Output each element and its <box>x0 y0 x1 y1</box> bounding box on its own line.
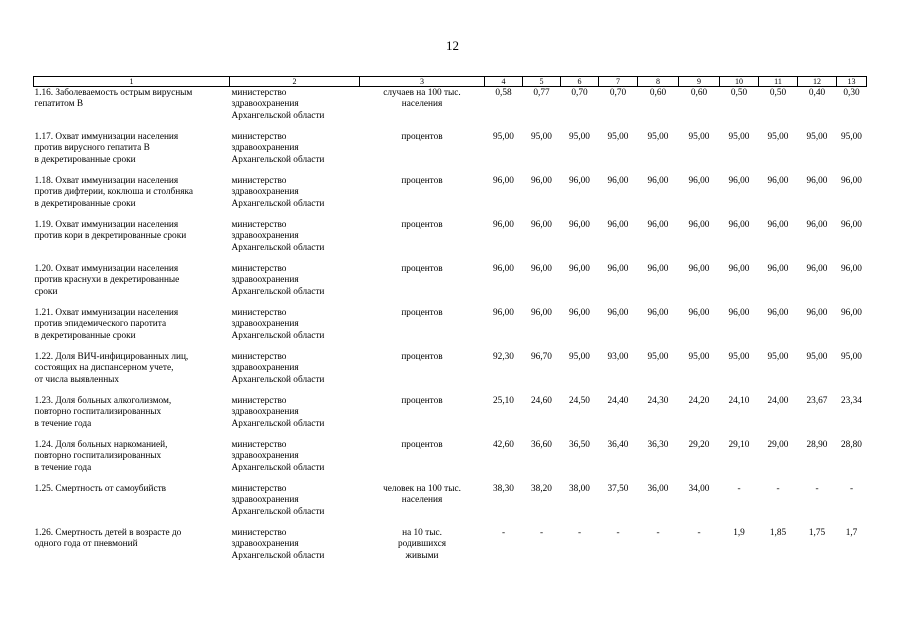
value-cell: - <box>697 528 701 538</box>
value-cell: 0,50 <box>769 88 787 98</box>
table-row <box>34 351 867 395</box>
department-cell-line: здравоохранения <box>231 99 299 110</box>
indicator-cell-line: в течение года <box>34 418 92 429</box>
department-cell-line: Архангельской области <box>231 198 325 209</box>
department-cell-line: здравоохранения <box>231 231 299 242</box>
column-number: 3 <box>360 77 485 87</box>
value-cell: 96,00 <box>841 220 862 230</box>
value-cell: 95,00 <box>607 132 629 142</box>
value-cell: 95,00 <box>806 352 828 362</box>
value-cell: - <box>539 528 544 538</box>
value-cell: 95,00 <box>647 132 669 142</box>
indicator-cell-line: в течение года <box>34 462 92 473</box>
value-cell: 96,00 <box>688 220 710 230</box>
indicator-cell <box>34 131 230 175</box>
indicator-cell-line: против краснухи в декретированные <box>34 275 180 286</box>
indicator-cell-line: в декретированные сроки <box>34 198 136 209</box>
value-cell: 95,00 <box>806 132 828 142</box>
department-cell-line: здравоохранения <box>231 495 299 506</box>
value-cell: 38,20 <box>531 484 552 494</box>
value-cell: 24,20 <box>688 396 710 406</box>
indicator-cell-line: 1.18. Охват иммунизации населения <box>34 176 179 186</box>
unit-cell <box>360 307 485 351</box>
table-row <box>34 307 867 351</box>
page-number: 12 <box>446 38 459 53</box>
value-cell: 0,50 <box>730 88 748 98</box>
indicator-cell-line: сроки <box>34 286 58 297</box>
value-cell: 96,00 <box>647 308 669 318</box>
table-row <box>34 263 867 307</box>
table-row <box>34 219 867 263</box>
value-cell: 95,00 <box>647 352 669 362</box>
department-cell <box>230 263 360 307</box>
department-cell-line: Архангельской области <box>231 418 325 429</box>
department-cell-line: здравоохранения <box>231 187 299 198</box>
value-cell: - <box>501 528 506 538</box>
value-cell: 96,00 <box>767 176 789 186</box>
column-number: 11 <box>759 77 798 87</box>
indicator-cell-line: гепатитом В <box>34 99 84 110</box>
value-cell: 96,00 <box>728 176 750 186</box>
value-cell: 0,60 <box>649 88 667 98</box>
indicator-cell-line: повторно госпитализированных <box>34 407 162 418</box>
indicator-cell-line: против кори в декретированные сроки <box>34 231 187 242</box>
unit-cell-line: процентов <box>401 440 443 450</box>
value-cell: - <box>577 528 582 538</box>
value-cell: 96,00 <box>531 220 552 230</box>
indicator-cell-line: от числа выявленных <box>34 374 120 385</box>
indicator-cell <box>34 439 230 483</box>
value-cell: 36,50 <box>569 440 590 450</box>
department-cell <box>230 351 360 395</box>
indicator-cell-line: состоящих на диспансерном учете, <box>34 363 174 374</box>
value-cell: 95,00 <box>493 132 514 142</box>
unit-cell-line: процентов <box>401 220 443 230</box>
indicator-cell-line: против вирусного гепатита В <box>34 143 150 154</box>
department-cell <box>230 527 360 571</box>
department-cell-line: Архангельской области <box>231 506 325 517</box>
indicator-cell <box>34 307 230 351</box>
department-cell <box>230 219 360 263</box>
table-row <box>34 527 867 571</box>
value-cell: 24,50 <box>569 396 590 406</box>
value-cell: 96,00 <box>607 220 629 230</box>
department-cell-line: министерство <box>231 88 287 98</box>
value-cell: 95,00 <box>728 352 750 362</box>
indicator-cell <box>34 351 230 395</box>
department-cell-line: Архангельской области <box>231 374 325 385</box>
table-row <box>34 439 867 483</box>
value-cell: 24,30 <box>647 396 669 406</box>
value-cell: 38,00 <box>569 484 590 494</box>
unit-cell <box>360 219 485 263</box>
value-cell: 38,30 <box>493 484 514 494</box>
column-number: 7 <box>599 77 638 87</box>
value-cell: 36,60 <box>531 440 552 450</box>
unit-cell-line: процентов <box>401 176 443 186</box>
column-number: 13 <box>837 77 867 87</box>
department-cell-line: министерство <box>231 308 287 318</box>
value-cell: - <box>737 484 741 494</box>
indicator-cell <box>34 219 230 263</box>
table-row <box>34 395 867 439</box>
department-cell-line: министерство <box>231 528 287 538</box>
department-cell-line: Архангельской области <box>231 154 325 165</box>
value-cell: 0,40 <box>808 88 826 98</box>
table-row <box>34 483 867 527</box>
value-cell: 96,00 <box>569 308 590 318</box>
unit-cell <box>360 351 485 395</box>
value-cell: 25,10 <box>493 396 514 406</box>
unit-cell <box>360 483 485 527</box>
department-cell <box>230 483 360 527</box>
indicator-cell <box>34 527 230 571</box>
column-number: 10 <box>720 77 759 87</box>
value-cell: 96,00 <box>493 264 514 274</box>
value-cell: 95,00 <box>841 352 862 362</box>
value-cell: 36,40 <box>607 440 629 450</box>
department-cell-line: здравоохранения <box>231 407 299 418</box>
indicator-cell <box>34 87 230 132</box>
department-cell <box>230 175 360 219</box>
department-cell-line: Архангельской области <box>231 110 325 121</box>
value-cell: 0,60 <box>690 88 708 98</box>
value-cell: 96,00 <box>493 220 514 230</box>
value-cell: 96,00 <box>607 308 629 318</box>
value-cell: - <box>776 484 780 494</box>
value-cell: 34,00 <box>688 484 710 494</box>
department-cell-line: министерство <box>231 220 287 230</box>
table-row <box>34 87 867 132</box>
value-cell: 0,58 <box>495 88 512 98</box>
value-cell: - <box>616 528 620 538</box>
value-cell: 96,00 <box>569 264 590 274</box>
unit-cell-line: процентов <box>401 264 443 274</box>
department-cell-line: здравоохранения <box>231 363 299 374</box>
value-cell: 96,00 <box>607 176 629 186</box>
column-number: 6 <box>561 77 599 87</box>
value-cell: 96,00 <box>806 308 828 318</box>
indicator-cell-line: 1.16. Заболеваемость острым вирусным <box>34 88 193 98</box>
department-cell <box>230 439 360 483</box>
unit-cell-line: процентов <box>401 308 443 318</box>
value-cell: 96,00 <box>531 308 552 318</box>
value-cell: 96,00 <box>569 220 590 230</box>
department-cell-line: здравоохранения <box>231 539 299 550</box>
department-cell <box>230 395 360 439</box>
value-cell: 96,00 <box>728 308 750 318</box>
value-cell: 28,90 <box>806 440 828 450</box>
department-cell-line: министерство <box>231 484 287 494</box>
value-cell: 93,00 <box>607 352 629 362</box>
unit-cell <box>360 175 485 219</box>
value-cell: 96,00 <box>841 264 862 274</box>
unit-cell <box>360 87 485 132</box>
unit-cell-line: населения <box>401 99 443 110</box>
unit-cell <box>360 439 485 483</box>
department-cell-line: Архангельской области <box>231 330 325 341</box>
indicator-cell-line: 1.19. Охват иммунизации населения <box>34 220 179 230</box>
indicators-table <box>33 76 867 571</box>
value-cell: 1,7 <box>845 528 858 538</box>
value-cell: 96,00 <box>607 264 629 274</box>
indicator-cell <box>34 175 230 219</box>
value-cell: 0,70 <box>609 88 627 98</box>
column-number: 2 <box>230 77 360 87</box>
value-cell: 23,34 <box>841 396 862 406</box>
value-cell: 96,00 <box>647 220 669 230</box>
unit-cell-line: случаев на 100 тыс. <box>383 88 461 98</box>
value-cell: 0,70 <box>571 88 588 98</box>
value-cell: 95,00 <box>569 352 590 362</box>
value-cell: 95,00 <box>569 132 590 142</box>
value-cell: 96,00 <box>688 176 710 186</box>
column-number: 12 <box>798 77 837 87</box>
value-cell: 96,00 <box>688 264 710 274</box>
value-cell: 95,00 <box>841 132 862 142</box>
department-cell-line: здравоохранения <box>231 319 299 330</box>
value-cell: 23,67 <box>806 396 828 406</box>
value-cell: 96,00 <box>688 308 710 318</box>
value-cell: 1,9 <box>733 528 745 538</box>
column-number-row <box>34 77 867 87</box>
value-cell: 96,00 <box>647 176 669 186</box>
unit-cell <box>360 131 485 175</box>
value-cell: 95,00 <box>767 132 789 142</box>
department-cell-line: министерство <box>231 396 287 406</box>
unit-cell-line: процентов <box>401 396 443 406</box>
value-cell: 96,00 <box>493 308 514 318</box>
value-cell: 95,00 <box>767 352 789 362</box>
department-cell <box>230 87 360 132</box>
indicator-cell <box>34 395 230 439</box>
value-cell: 95,00 <box>728 132 750 142</box>
value-cell: 96,00 <box>728 264 750 274</box>
unit-cell-line: населения <box>401 495 443 506</box>
indicator-cell-line: 1.26. Смертность детей в возрасте до <box>34 528 182 538</box>
column-number: 8 <box>638 77 679 87</box>
unit-cell-line: процентов <box>401 132 443 142</box>
department-cell-line: Архангельской области <box>231 286 325 297</box>
indicator-cell-line: 1.17. Охват иммунизации населения <box>34 132 179 142</box>
unit-cell-line: на 10 тыс. <box>402 528 442 538</box>
value-cell: 96,00 <box>806 220 828 230</box>
department-cell-line: Архангельской области <box>231 550 325 561</box>
unit-cell <box>360 395 485 439</box>
value-cell: 0,30 <box>843 88 860 98</box>
indicator-cell <box>34 483 230 527</box>
column-number: 5 <box>523 77 561 87</box>
value-cell: 96,00 <box>806 264 828 274</box>
department-cell-line: министерство <box>231 440 287 450</box>
indicator-cell-line: 1.24. Доля больных наркоманией, <box>34 440 168 450</box>
department-cell <box>230 131 360 175</box>
value-cell: 96,00 <box>531 176 552 186</box>
indicator-cell-line: повторно госпитализированных <box>34 451 162 462</box>
value-cell: 28,80 <box>841 440 862 450</box>
value-cell: 42,60 <box>493 440 514 450</box>
indicator-cell-line: 1.23. Доля больных алкоголизмом, <box>34 396 172 406</box>
value-cell: 0,77 <box>533 88 550 98</box>
department-cell-line: здравоохранения <box>231 143 299 154</box>
value-cell: 24,10 <box>728 396 750 406</box>
table-row <box>34 175 867 219</box>
department-cell-line: Архангельской области <box>231 242 325 253</box>
table-row <box>34 131 867 175</box>
value-cell: 36,30 <box>647 440 669 450</box>
value-cell: 95,00 <box>531 132 552 142</box>
department-cell-line: здравоохранения <box>231 275 299 286</box>
indicator-cell-line: в декретированные сроки <box>34 330 136 341</box>
indicator-cell-line: в декретированные сроки <box>34 154 136 165</box>
value-cell: 29,20 <box>688 440 710 450</box>
value-cell: 24,00 <box>767 396 789 406</box>
indicator-cell-line: 1.21. Охват иммунизации населения <box>34 308 179 318</box>
value-cell: 92,30 <box>493 352 514 362</box>
column-number: 1 <box>34 77 230 87</box>
value-cell: 95,00 <box>688 132 710 142</box>
value-cell: 96,00 <box>767 220 789 230</box>
unit-cell <box>360 263 485 307</box>
department-cell-line: Архангельской области <box>231 462 325 473</box>
value-cell: 96,00 <box>806 176 828 186</box>
value-cell: 1,75 <box>808 528 826 538</box>
indicator-cell-line: одного года от пневмоний <box>34 539 138 550</box>
value-cell: 24,40 <box>607 396 629 406</box>
indicator-cell-line: против эпидемического паротита <box>34 319 167 330</box>
department-cell-line: министерство <box>231 132 287 142</box>
value-cell: 96,00 <box>841 308 862 318</box>
value-cell: 96,00 <box>841 176 862 186</box>
value-cell: - <box>849 484 854 494</box>
value-cell: 24,60 <box>531 396 552 406</box>
column-number: 9 <box>679 77 720 87</box>
value-cell: 37,50 <box>607 484 629 494</box>
value-cell: 96,00 <box>767 308 789 318</box>
value-cell: - <box>815 484 819 494</box>
value-cell: 96,00 <box>647 264 669 274</box>
value-cell: 96,70 <box>531 352 552 362</box>
value-cell: 95,00 <box>688 352 710 362</box>
value-cell: 29,00 <box>767 440 789 450</box>
value-cell: 96,00 <box>493 176 514 186</box>
department-cell <box>230 307 360 351</box>
indicator-cell <box>34 263 230 307</box>
unit-cell-line: человек на 100 тыс. <box>383 484 461 494</box>
unit-cell <box>360 527 485 571</box>
indicator-cell-line: против дифтерии, коклюша и столбняка <box>34 187 193 198</box>
value-cell: 96,00 <box>728 220 750 230</box>
value-cell: 96,00 <box>569 176 590 186</box>
department-cell-line: министерство <box>231 352 287 362</box>
unit-cell-line: родившихся <box>397 539 447 550</box>
department-cell-line: министерство <box>231 176 287 186</box>
department-cell-line: здравоохранения <box>231 451 299 462</box>
indicator-cell-line: 1.20. Охват иммунизации населения <box>34 264 179 274</box>
indicator-cell-line: 1.22. Доля ВИЧ-инфицированных лиц, <box>34 352 189 362</box>
unit-cell-line: процентов <box>401 352 443 362</box>
indicator-cell-line: 1.25. Смертность от самоубийств <box>34 484 167 494</box>
column-number: 4 <box>485 77 523 87</box>
value-cell: 1,85 <box>769 528 787 538</box>
unit-cell-line: живыми <box>405 550 439 561</box>
value-cell: 96,00 <box>531 264 552 274</box>
value-cell: - <box>656 528 660 538</box>
value-cell: 29,10 <box>728 440 750 450</box>
department-cell-line: министерство <box>231 264 287 274</box>
value-cell: 96,00 <box>767 264 789 274</box>
value-cell: 36,00 <box>647 484 669 494</box>
